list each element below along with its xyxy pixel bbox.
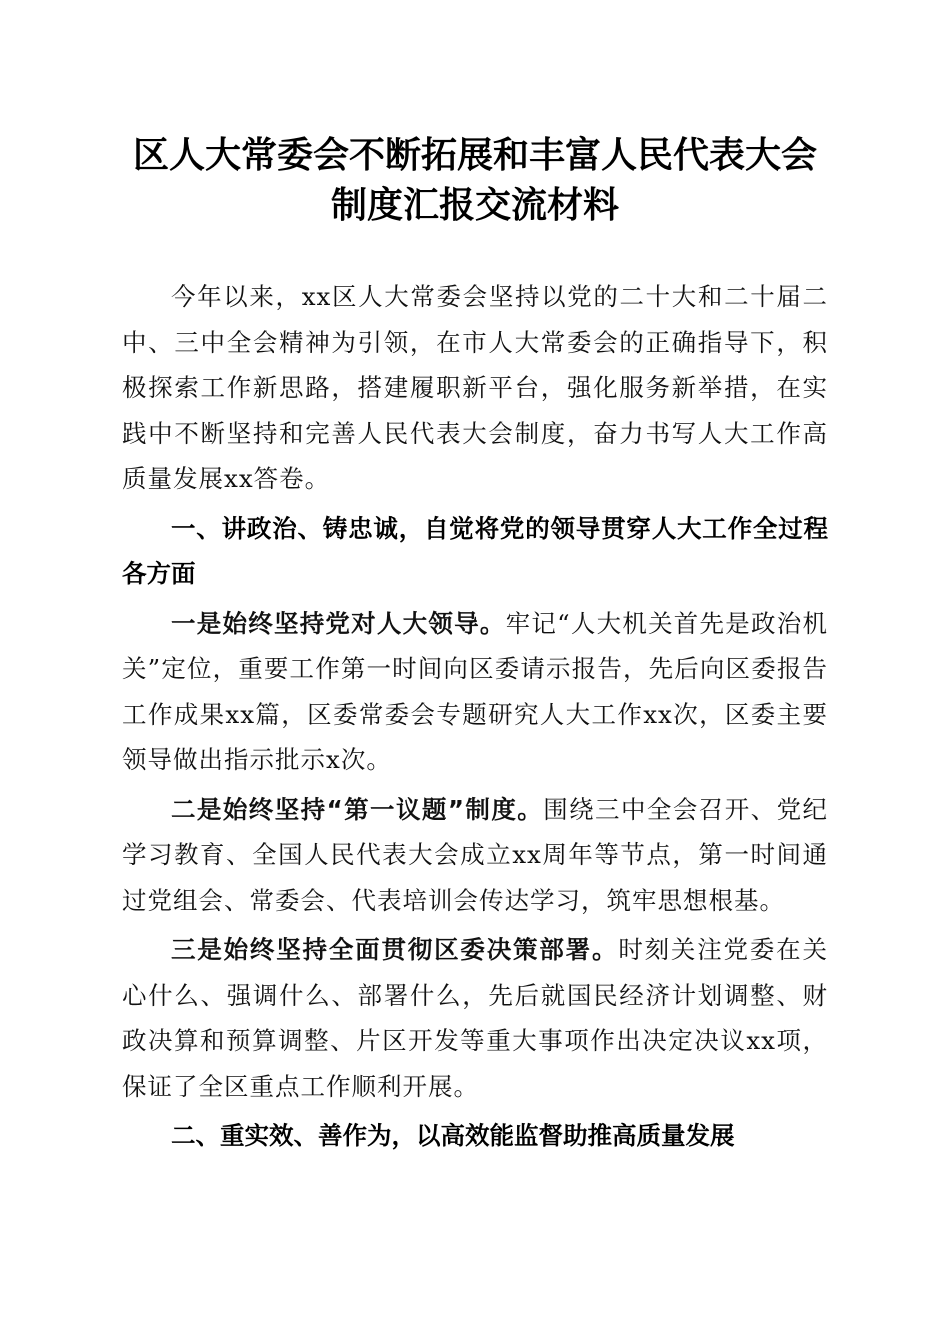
section-1-item-1-lead: 一是始终坚持党对人大领导。	[171, 608, 506, 638]
intro-paragraph: 今年以来，xx区人大常委会坚持以党的二十大和二十届二中、三中全会精神为引领，在市人大常委会的正确指导下，积极探索工作新思路，搭建履职新平台，强化服务新举措，在实践中不断坚持和完善人民代表大会制度，奋力书写人大工作高质量发展xx答卷。	[122, 282, 828, 493]
section-1-item-1-text: 牢记“人大机关首先是政治机关”定位，重要工作第一时间向区委请示报告，先后向区委报告工作成果xx篇，区委常委会专题研究人大工作xx次，区委主要领导做出指示批示x次。	[122, 608, 828, 774]
document-content	[122, 130, 828, 1163]
section-1-item-2	[122, 787, 828, 924]
section-1-item-3	[122, 927, 828, 1109]
document-title: 区人大常委会不断拓展和丰富人民代表大会制度汇报交流材料	[132, 134, 817, 226]
section-1-heading: 一、讲政治、铸忠诚，自觉将党的领导贯穿人大工作全过程各方面	[122, 513, 828, 588]
section-1-item-2-lead: 二是始终坚持“第一议题”制度。	[171, 794, 544, 824]
section-1-item-3-text: 时刻关注党委在关心什么、强调什么、部署什么，先后就国民经济计划调整、财政决算和预算调整、片区开发等重大事项作出决定决议xx项，保证了全区重点工作顺利开展。	[122, 935, 828, 1101]
section-2-heading: 二、重实效、善作为，以高效能监督助推高质量发展	[171, 1121, 735, 1150]
section-1-item-2-text: 围绕三中全会召开、党纪学习教育、全国人民代表大会成立xx周年等节点，第一时间通过党组会、常委会、代表培训会传达学习，筑牢思想根基。	[122, 794, 829, 915]
section-1-item-3-lead: 三是始终坚持全面贯彻区委决策部署。	[171, 935, 619, 964]
section-1-item-1	[122, 601, 828, 783]
